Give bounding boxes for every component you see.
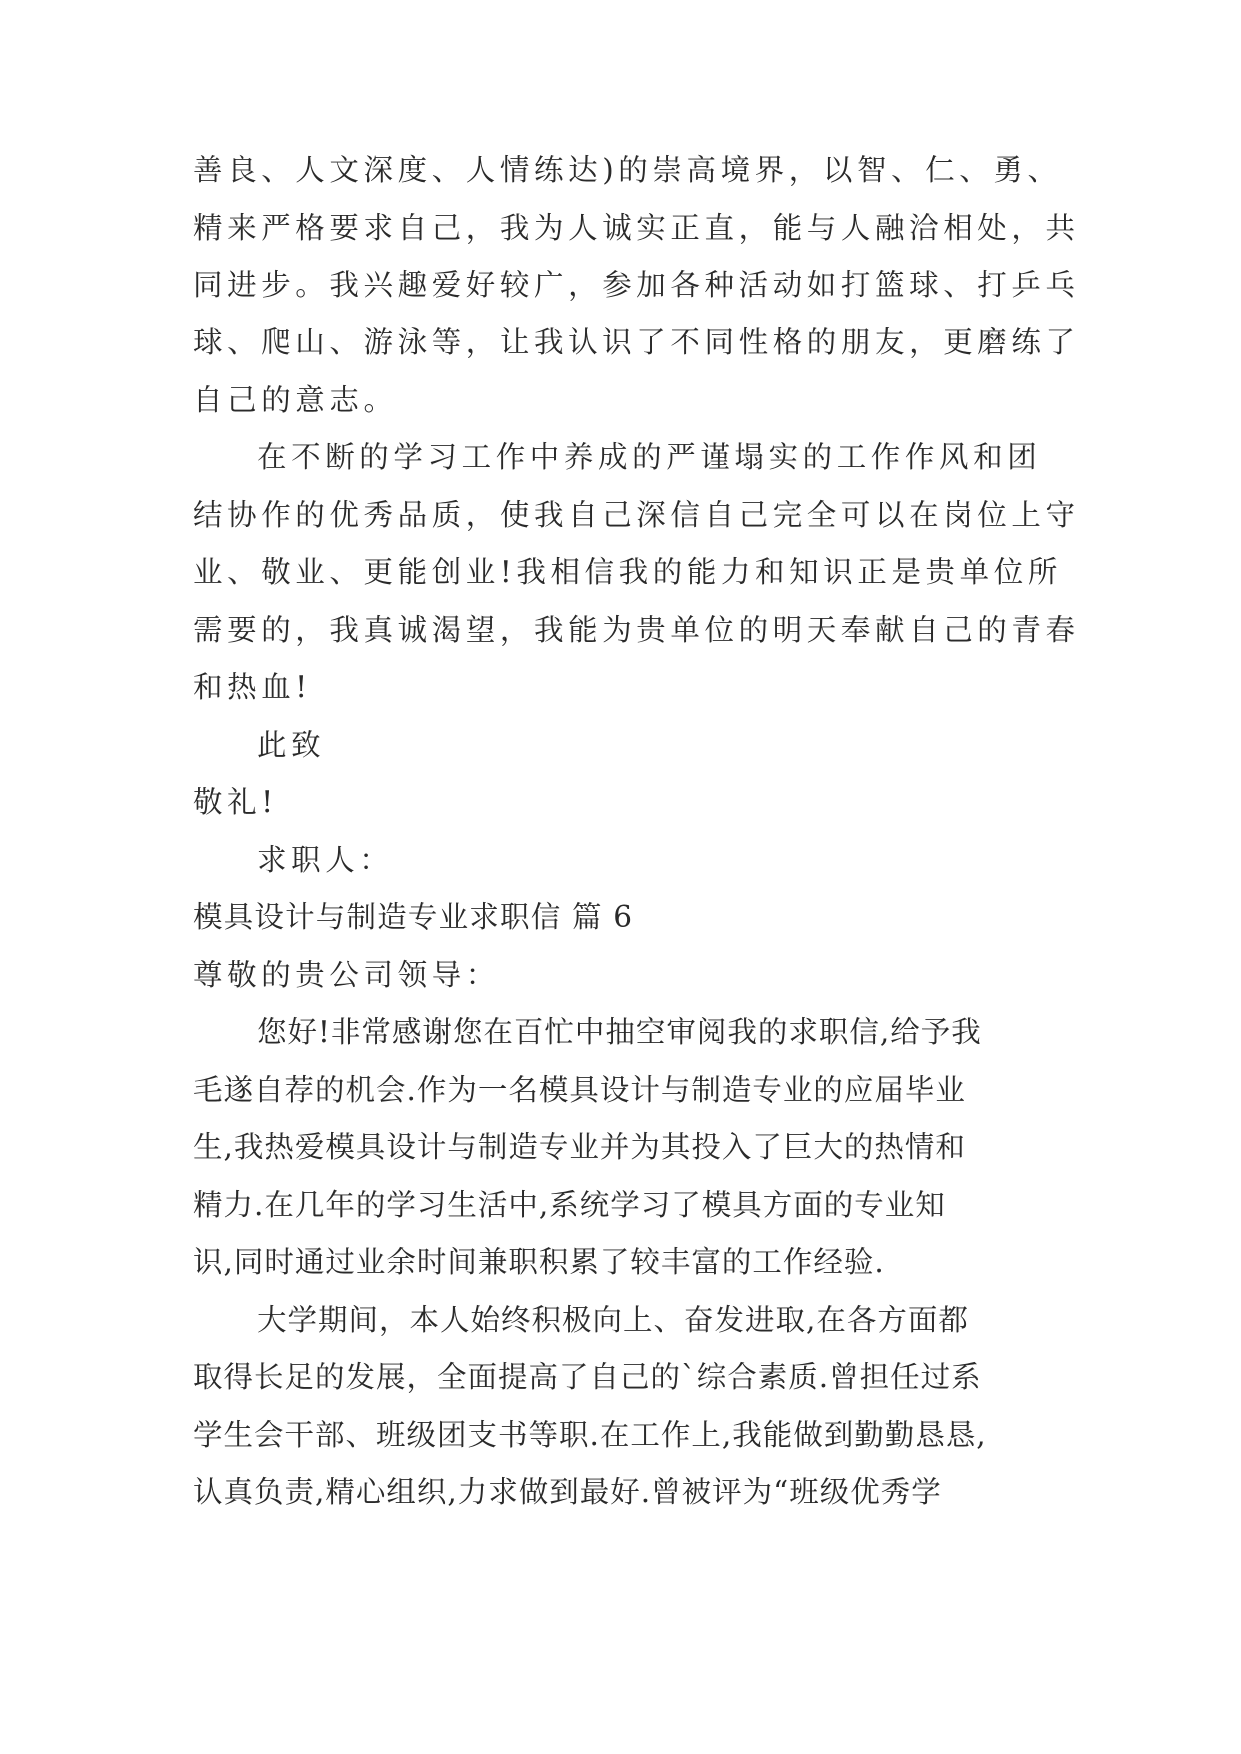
body-text-line: 精来严格要求自己，我为人诚实正直，能与人融洽相处，共 bbox=[193, 211, 1080, 245]
body-text-line: 自己的意志。 bbox=[193, 383, 398, 417]
body-text-line: 善良、人文深度、人情练达)的崇高境界，以智、仁、勇、 bbox=[193, 153, 1062, 187]
section-heading: 模具设计与制造专业求职信 篇 6 bbox=[193, 900, 634, 934]
body-text-line: 大学期间，本人始终积极向上、奋发进取,在各方面都 bbox=[257, 1303, 969, 1337]
body-text-line: 在不断的学习工作中养成的严谨塌实的工作作风和团 bbox=[257, 440, 1042, 474]
body-text-line: 毛遂自荐的机会.作为一名模具设计与制造专业的应届毕业 bbox=[193, 1073, 966, 1107]
signature-label: 求职人： bbox=[257, 843, 394, 877]
body-text-line: 同进步。我兴趣爱好较广，参加各种活动如打篮球、打乒乓 bbox=[193, 268, 1080, 302]
body-text-line: 精力.在几年的学习生活中,系统学习了模具方面的专业知 bbox=[193, 1188, 946, 1222]
body-text-line: 业、敬业、更能创业!我相信我的能力和知识正是贵单位所 bbox=[193, 555, 1062, 589]
body-text-line: 认真负责,精心组织,力求做到最好.曾被评为“班级优秀学 bbox=[193, 1475, 942, 1509]
body-text-line: 结协作的优秀品质，使我自己深信自己完全可以在岗位上守 bbox=[193, 498, 1080, 532]
body-text-line: 和热血! bbox=[193, 670, 312, 704]
closing-regards: 敬礼! bbox=[193, 785, 278, 819]
body-text-line: 球、爬山、游泳等，让我认识了不同性格的朋友，更磨练了 bbox=[193, 325, 1080, 359]
body-text-line: 取得长足的发展，全面提高了自己的`综合素质.曾担任过系 bbox=[193, 1360, 982, 1394]
body-text-line: 生,我热爱模具设计与制造专业并为其投入了巨大的热情和 bbox=[193, 1130, 966, 1164]
body-text-line: 您好!非常感谢您在百忙中抽空审阅我的求职信,给予我 bbox=[257, 1015, 982, 1049]
closing-salutation: 此致 bbox=[257, 728, 326, 762]
body-text-line: 学生会干部、班级团支书等职.在工作上,我能做到勤勤恳恳, bbox=[193, 1418, 987, 1452]
body-text-line: 识,同时通过业余时间兼职积累了较丰富的工作经验. bbox=[193, 1245, 885, 1279]
body-text-line: 需要的，我真诚渴望，我能为贵单位的明天奉献自己的青春 bbox=[193, 613, 1080, 647]
greeting: 尊敬的贵公司领导： bbox=[193, 958, 500, 992]
